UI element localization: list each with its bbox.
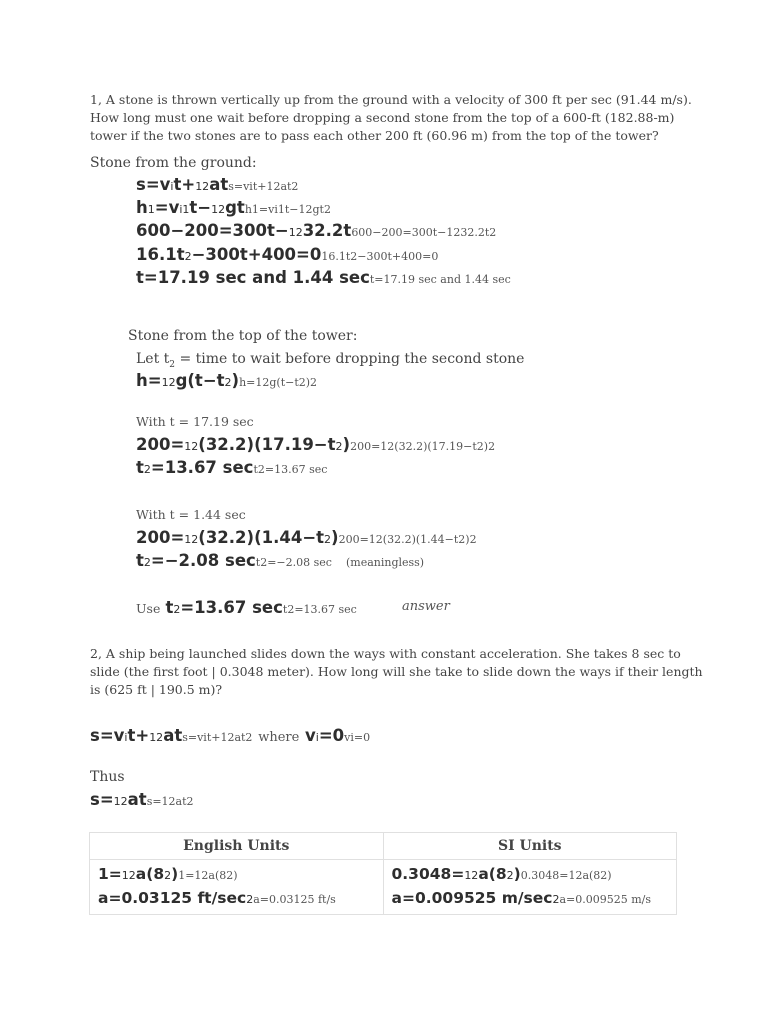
si-equation: 0.3048=12a(82)0.3048=12a(82) [391,865,612,883]
si-result: a=0.009525 m/sec2a=0.009525 m/s [391,889,652,907]
equation-ship-displacement: s=vit+12ats=vit+12at2 where vi=0vi=0 [90,726,371,745]
equation-displacement: s=vit+12ats=vit+12at2 [136,175,299,194]
problem1-statement-line-3: tower if the two stones are to pass each other 200 ft (60.96 m) from the top of the tower? [90,128,659,143]
equation-tower-height: h=12g(t−t2)h=12g(t−t2)2 [136,371,318,390]
let-statement [136,351,524,370]
si-result-text: a=0.009525 m/s [559,893,652,906]
equation-quadratic: 16.1t2−300t+400=016.1t2−300t+400=0 [136,245,439,264]
thus-label: Thus [90,769,125,785]
problem2-statement-line-1: 2, A ship being launched slides down the ways with constant acceleration. She takes 8 sec to [90,646,681,661]
equation-substituted-text: 600−200=300t−1232.2t2 [351,226,497,239]
with-t2-label: With t = 1.44 sec [136,507,246,522]
where-label: where [258,730,300,745]
equation-displacement-text: s=vit+12at2 [228,180,299,193]
equation-height: h1=vi1t−12gth1=vi1t−12gt2 [136,198,331,217]
equation-t2: 200=12(32.2)(1.44−t2)200=12(32.2)(1.44−t2)2 [136,528,477,547]
equation-height-text: h1=vi1t−12gt2 [244,203,331,216]
header-english-units: English Units [90,833,384,860]
problem1-statement-line-2: How long must one wait before dropping a second stone from the top of a 600-ft (182.88-m) [90,110,675,125]
equation-roots: t=17.19 sec and 1.44 sect=17.19 sec and 1.44 sec [136,268,511,287]
tower-heading: Stone from the top of the tower: [128,328,358,344]
si-equation-text: 0.3048=12a(82) [520,869,612,882]
equation-ship-displacement-text: s=vit+12at2 [182,731,253,744]
english-result-text: a=0.03125 ft/s [253,893,336,906]
use-statement: Use t2=13.67 sect2=13.67 sec [136,598,357,617]
use-label: Use [136,601,161,616]
english-result: a=0.03125 ft/sec2a=0.03125 ft/s [98,889,336,907]
si-units-cell [383,860,677,915]
problem2-statement-line-2: slide (the first foot | 0.3048 meter). How long will she take to slide down the ways if their length [90,664,703,679]
units-table [89,832,677,915]
let-subscript: 2 [169,359,176,370]
header-si-units: SI Units [383,833,677,860]
equation-ship-simplified: s=12ats=12at2 [90,790,194,809]
english-equation-text: 1=12a(82) [178,869,238,882]
equation-ship-simplified-text: s=12at2 [146,795,194,808]
equation-tower-height-text: h=12g(t−t2)2 [239,376,318,389]
units-table-row [90,860,677,915]
english-equation: 1=12a(82)1=12a(82) [98,865,238,883]
result-t1: t2=13.67 sect2=13.67 sec [136,458,328,477]
result-t1-text: t2=13.67 sec [253,463,328,476]
equation-substituted: 600−200=300t−1232.2t600−200=300t−1232.2t2 [136,221,497,240]
answer-label: answer [402,599,450,614]
units-table-header-row [90,833,677,860]
problem1-statement-line-1: 1, A stone is thrown vertically up from the ground with a velocity of 300 ft per sec (91.44 m/s). [90,92,692,107]
meaningless-note: (meaningless) [345,556,425,569]
equation-t1: 200=12(32.2)(17.19−t2)200=12(32.2)(17.19−t2)2 [136,435,496,454]
initial-velocity-text: vi=0 [344,731,371,744]
problem2-statement-line-3: is (625 ft | 190.5 m)? [90,682,223,697]
let-rest: = time to wait before dropping the second stone [175,351,525,367]
equation-t2-text: 200=12(32.2)(1.44−t2)2 [338,533,477,546]
ground-heading: Stone from the ground: [90,155,257,171]
equation-quadratic-text: 16.1t2−300t+400=0 [321,250,439,263]
result-t2-text: t2=−2.08 sec [255,556,332,569]
let-label: Let t [136,351,170,367]
equation-t1-text: 200=12(32.2)(17.19−t2)2 [350,440,496,453]
use-result-text: t2=13.67 sec [282,603,357,616]
result-t2: t2=−2.08 sect2=−2.08 sec (meaningless) [136,551,425,570]
english-units-cell [90,860,384,915]
equation-roots-text: t=17.19 sec and 1.44 sec [369,273,511,286]
with-t1-label: With t = 17.19 sec [136,414,254,429]
